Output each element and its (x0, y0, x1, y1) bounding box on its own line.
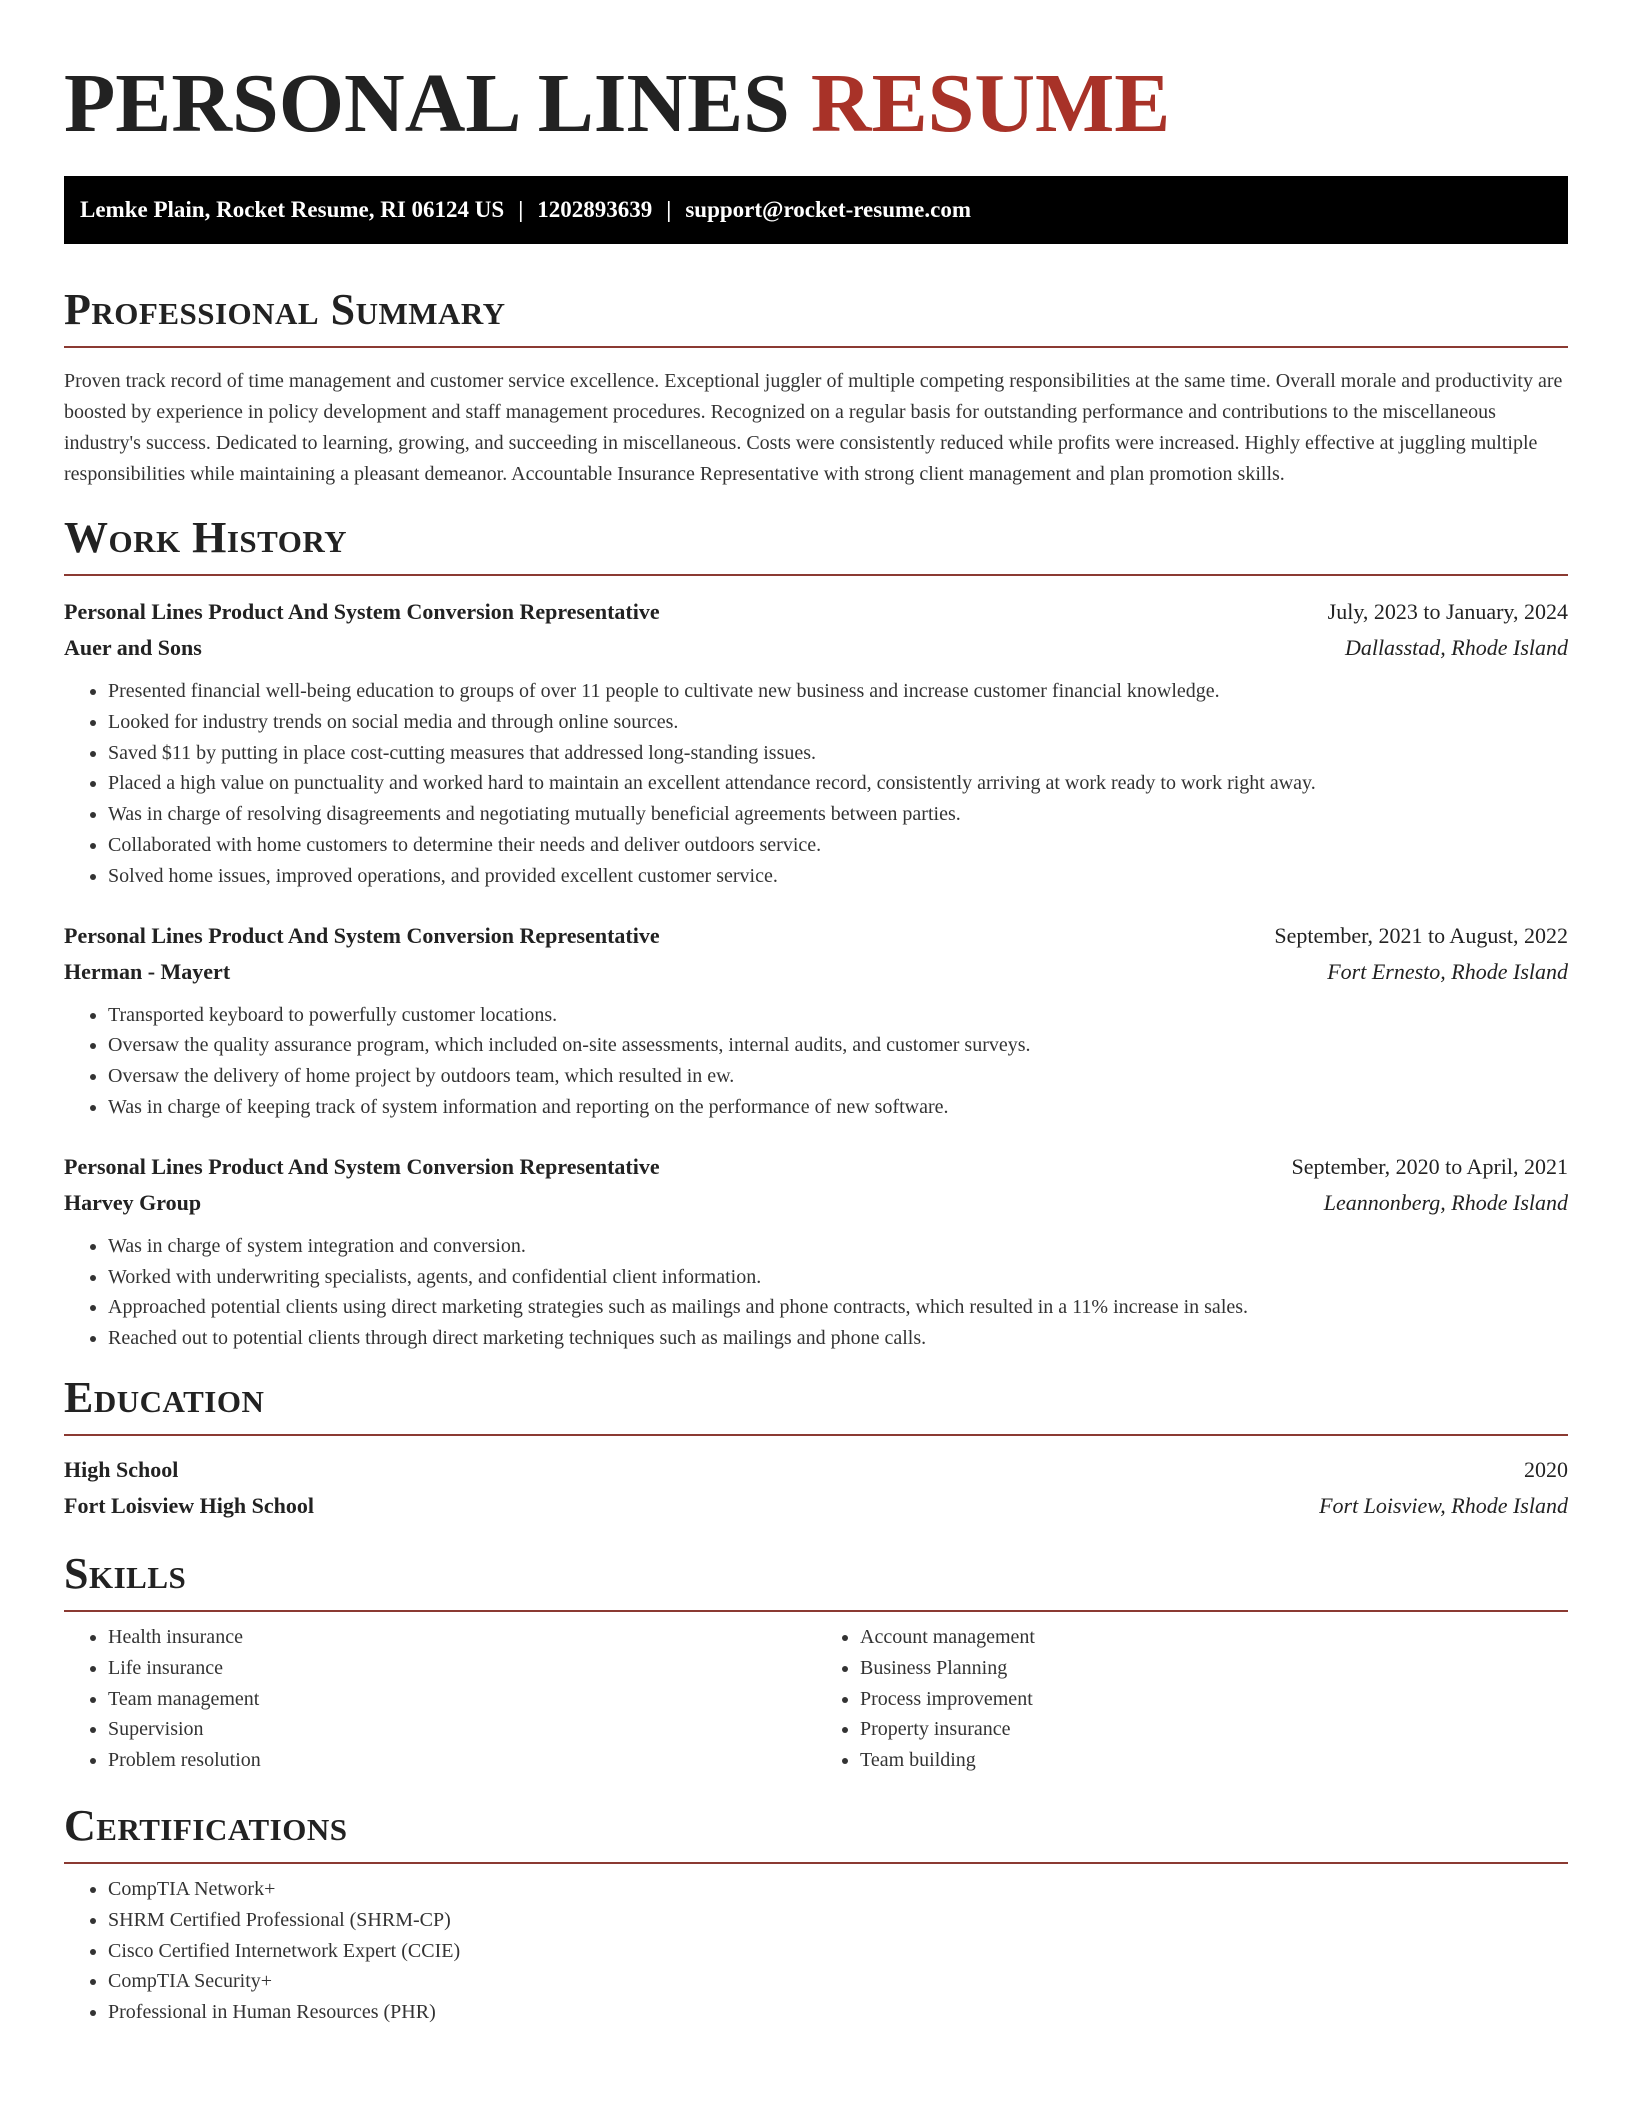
skills-list-left (64, 1622, 816, 1776)
list-item: • Looked for industry trends on social media and through online sources. (108, 707, 1568, 738)
contact-separator: | (518, 197, 524, 222)
skill-item: • Supervision (108, 1714, 816, 1745)
list-item: • Reached out to potential clients through direct marketing techniques such as mailings and phone calls. (108, 1323, 1568, 1354)
skill-item: • Team building (860, 1745, 1568, 1776)
education-school: Fort Loisview High School (64, 1492, 314, 1518)
job-location: Dallasstad, Rhode Island (1344, 635, 1568, 660)
certifications-list (64, 1874, 1568, 2028)
contact-address: Lemke Plain, Rocket Resume, RI 06124 US (80, 197, 505, 222)
list-item: • Worked with underwriting specialists, agents, and confidential client information. (108, 1262, 1568, 1293)
list-item: • Oversaw the quality assurance program, which included on-site assessments, internal audits, and customer surveys. (108, 1030, 1568, 1061)
resume-title (64, 0, 1568, 150)
job-company: Herman - Mayert (64, 958, 231, 984)
list-item: • Collaborated with home customers to determine their needs and deliver outdoors service. (108, 830, 1568, 861)
list-item: • Solved home issues, improved operations, and provided excellent customer service. (108, 861, 1568, 892)
certification-item: • Cisco Certified Internetwork Expert (CCIE) (108, 1936, 1568, 1967)
summary-text: Proven track record of time management and customer service excellence. Exceptional juggler of multiple competing responsibilities at the same time. Overall morale and productivity are boosted by experience in policy development and staff management procedures. Recognized on a regular basis for outstanding performance and contributions to the miscellaneous industry's success. Dedicated to learning, growing, and succeeding in miscellaneous. Costs were consistently reduced while profits were increased. Highly effective at juggling multiple responsibilities while maintaining a pleasant demeanor. Accountable Insurance Representative with strong client management and plan promotion skills. (64, 370, 1563, 485)
skills-columns (64, 1622, 1568, 1776)
education-degree: High School (64, 1456, 179, 1482)
job-location: Fort Ernesto, Rhode Island (1327, 958, 1568, 984)
skill-item: • Property insurance (860, 1714, 1568, 1745)
job-bullets (64, 1231, 1568, 1354)
job-bullets (64, 676, 1568, 892)
section-title: Certifications (64, 1800, 1568, 1864)
skill-item: • Account management (860, 1622, 1568, 1653)
skill-item: • Process improvement (860, 1684, 1568, 1715)
skills-list-right (816, 1622, 1568, 1776)
section-title: Skills (64, 1548, 1568, 1612)
job-dates: September, 2020 to April, 2021 (1291, 1153, 1568, 1179)
education-year: 2020 (1524, 1456, 1568, 1482)
job-dates: July, 2023 to January, 2024 (1327, 599, 1568, 624)
job-title: Personal Lines Product And System Conversion Representative (64, 922, 660, 948)
job-dates: September, 2021 to August, 2022 (1274, 922, 1568, 948)
list-item: • Approached potential clients using direct marketing strategies such as mailings and phone contracts, which resulted in a 11% increase in sales. (108, 1292, 1568, 1323)
section-title: Professional Summary (64, 284, 1568, 348)
job-bullets (64, 1000, 1568, 1123)
list-item: • Was in charge of system integration and conversion. (108, 1231, 1568, 1262)
certification-item: • CompTIA Security+ (108, 1966, 1568, 1997)
education-section (64, 1372, 1568, 1524)
title-accent: RESUME (810, 57, 1171, 150)
job-entry (64, 594, 1568, 892)
section-title: Work History (64, 512, 1568, 576)
certification-item: • SHRM Certified Professional (SHRM-CP) (108, 1905, 1568, 1936)
section-title: Education (64, 1372, 1568, 1436)
contact-separator: | (666, 197, 672, 222)
title-main: PERSONAL LINES (64, 57, 790, 150)
job-company: Auer and Sons (64, 635, 202, 660)
skill-item: • Problem resolution (108, 1745, 816, 1776)
list-item: • Saved $11 by putting in place cost-cutting measures that addressed long-standing issues. (108, 738, 1568, 769)
job-title: Personal Lines Product And System Conversion Representative (64, 1153, 660, 1179)
certifications-section (64, 1800, 1568, 2028)
list-item: • Presented financial well-being education to groups of over 11 people to cultivate new business and increase customer financial knowledge. (108, 676, 1568, 707)
job-entry (64, 1149, 1568, 1354)
job-title: Personal Lines Product And System Conversion Representative (64, 599, 660, 624)
list-item: • Transported keyboard to powerfully customer locations. (108, 1000, 1568, 1031)
contact-bar (64, 176, 1568, 244)
job-company: Harvey Group (64, 1189, 202, 1215)
skill-item: • Health insurance (108, 1622, 816, 1653)
education-location: Fort Loisview, Rhode Island (1319, 1492, 1568, 1518)
certification-item: • CompTIA Network+ (108, 1874, 1568, 1905)
list-item: • Placed a high value on punctuality and worked hard to maintain an excellent attendance record, consistently arriving at work ready to work right away. (108, 768, 1568, 799)
skill-item: • Life insurance (108, 1653, 816, 1684)
skills-section (64, 1548, 1568, 1776)
skill-item: • Business Planning (860, 1653, 1568, 1684)
list-item: • Was in charge of resolving disagreements and negotiating mutually beneficial agreements between parties. (108, 799, 1568, 830)
contact-email[interactable]: support@rocket-resume.com (685, 197, 971, 222)
job-location: Leannonberg, Rhode Island (1323, 1189, 1568, 1215)
work-section (64, 512, 1568, 1354)
certification-item: • Professional in Human Resources (PHR) (108, 1997, 1568, 2028)
skill-item: • Team management (108, 1684, 816, 1715)
list-item: • Was in charge of keeping track of system information and reporting on the performance of new software. (108, 1092, 1568, 1123)
list-item: • Oversaw the delivery of home project by outdoors team, which resulted in ew. (108, 1061, 1568, 1092)
contact-phone[interactable]: 1202893639 (537, 197, 653, 222)
job-entry (64, 918, 1568, 1123)
summary-section (64, 284, 1568, 490)
